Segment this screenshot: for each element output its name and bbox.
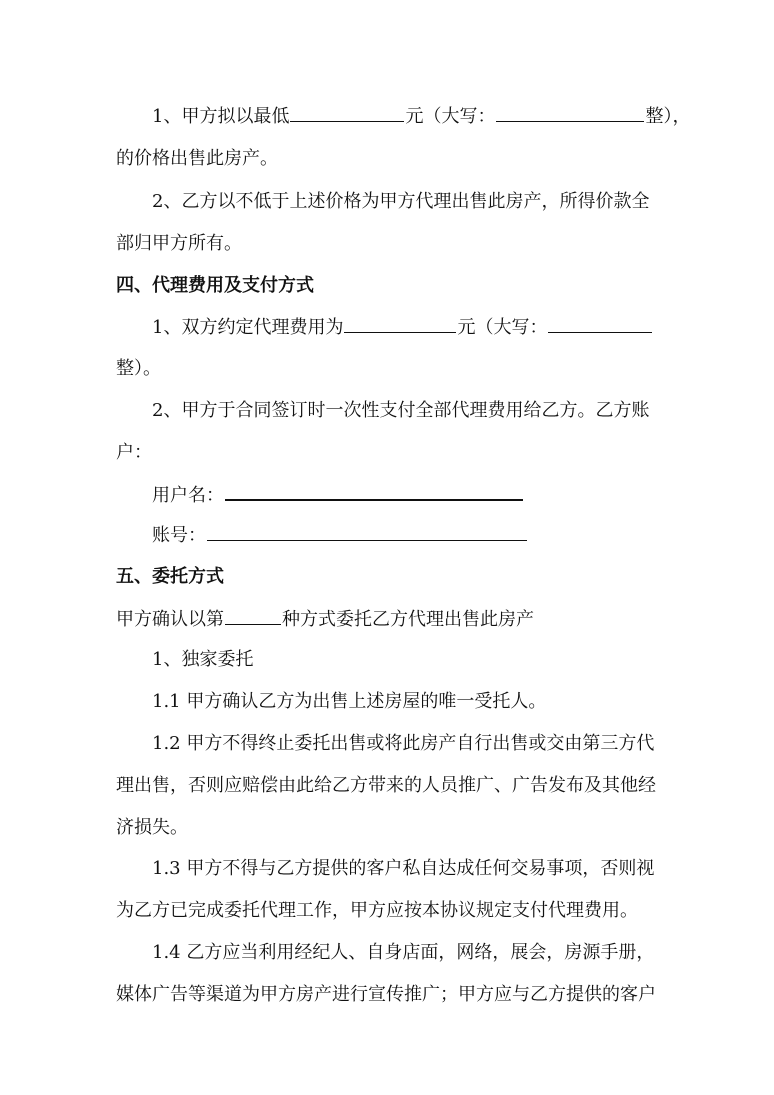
text-segment: 1、独家委托 [152,649,254,670]
s5-item1-4-line1 [152,940,774,966]
method-number-blank [225,606,281,625]
account-row [152,522,774,548]
text-segment: 2、甲方于合同签订时一次性支付全部代理费用给乙方。乙方账 [152,400,650,421]
text-segment: 的价格出售此房产。 [116,148,278,169]
text-segment: 整）， [645,106,691,127]
s5-item1-4-line2 [116,982,774,1008]
text-segment: 1.1 甲方确认乙方为出售上述房屋的唯一受托人。 [152,691,547,712]
fee-words-blank [548,314,652,333]
text-segment: 户： [116,442,152,463]
s4-p2-line2 [116,440,774,466]
s5-item1 [152,647,774,673]
text-segment: 种方式委托乙方代理出售此房产 [282,609,534,630]
s4-p1-line1 [152,314,774,340]
fee-blank [344,314,456,333]
section5-heading [116,564,774,590]
text-segment: 元（大写： [405,106,496,127]
section4-heading [116,273,774,299]
s5-item1-2-line2 [116,773,774,799]
text-segment: 1、甲方拟以最低 [152,106,290,127]
heading-text: 四、代理费用及支付方式 [116,275,314,296]
s4-p1-line2 [116,356,774,382]
min-price-blank [290,103,404,122]
s5-item1-2-line3 [116,815,774,841]
s5-item1-3-line1 [152,856,774,882]
text-segment: 甲方确认以第 [116,609,224,630]
username-row [152,481,774,507]
text-segment: 2、乙方以不低于上述价格为甲方代理出售此房产，所得价款全 [152,191,650,212]
text-segment: 部归甲方所有。 [116,233,242,254]
s5-intro [116,606,774,632]
account-label: 账号： [152,525,206,546]
s5-item1-3-line2 [116,898,774,924]
text-segment: 1.2 甲方不得终止委托出售或将此房产自行出售或交由第三方代 [152,733,655,754]
s4-p2-line1 [152,398,774,424]
s5-item1-1 [152,689,774,715]
heading-text: 五、委托方式 [116,566,224,587]
text-segment: 1.4 乙方应当利用经纪人、自身店面，网络，展会，房源手册， [152,942,655,963]
s3-p2-line2 [116,231,774,257]
text-segment: 整）。 [116,358,161,379]
username-blank [225,481,523,501]
text-segment: 理出售，否则应赔偿由此给乙方带来的人员推广、广告发布及其他经 [116,775,656,796]
text-segment: 媒体广告等渠道为甲方房产进行宣传推广；甲方应与乙方提供的客户 [116,984,656,1005]
account-blank [207,522,527,541]
text-segment: 1、双方约定代理费用为 [152,317,344,338]
text-segment: 元（大写： [457,317,548,338]
s3-p1-line2 [116,146,774,172]
min-price-words-blank [496,103,644,122]
s3-p2-line1 [152,189,774,215]
s5-item1-2-line1 [152,731,774,757]
s3-p1-line1 [152,103,774,129]
text-segment: 为乙方已完成委托代理工作，甲方应按本协议规定支付代理费用。 [116,900,638,921]
text-segment: 1.3 甲方不得与乙方提供的客户私自达成任何交易事项，否则视 [152,858,655,879]
text-segment: 济损失。 [116,817,188,838]
username-label: 用户名： [152,485,224,506]
